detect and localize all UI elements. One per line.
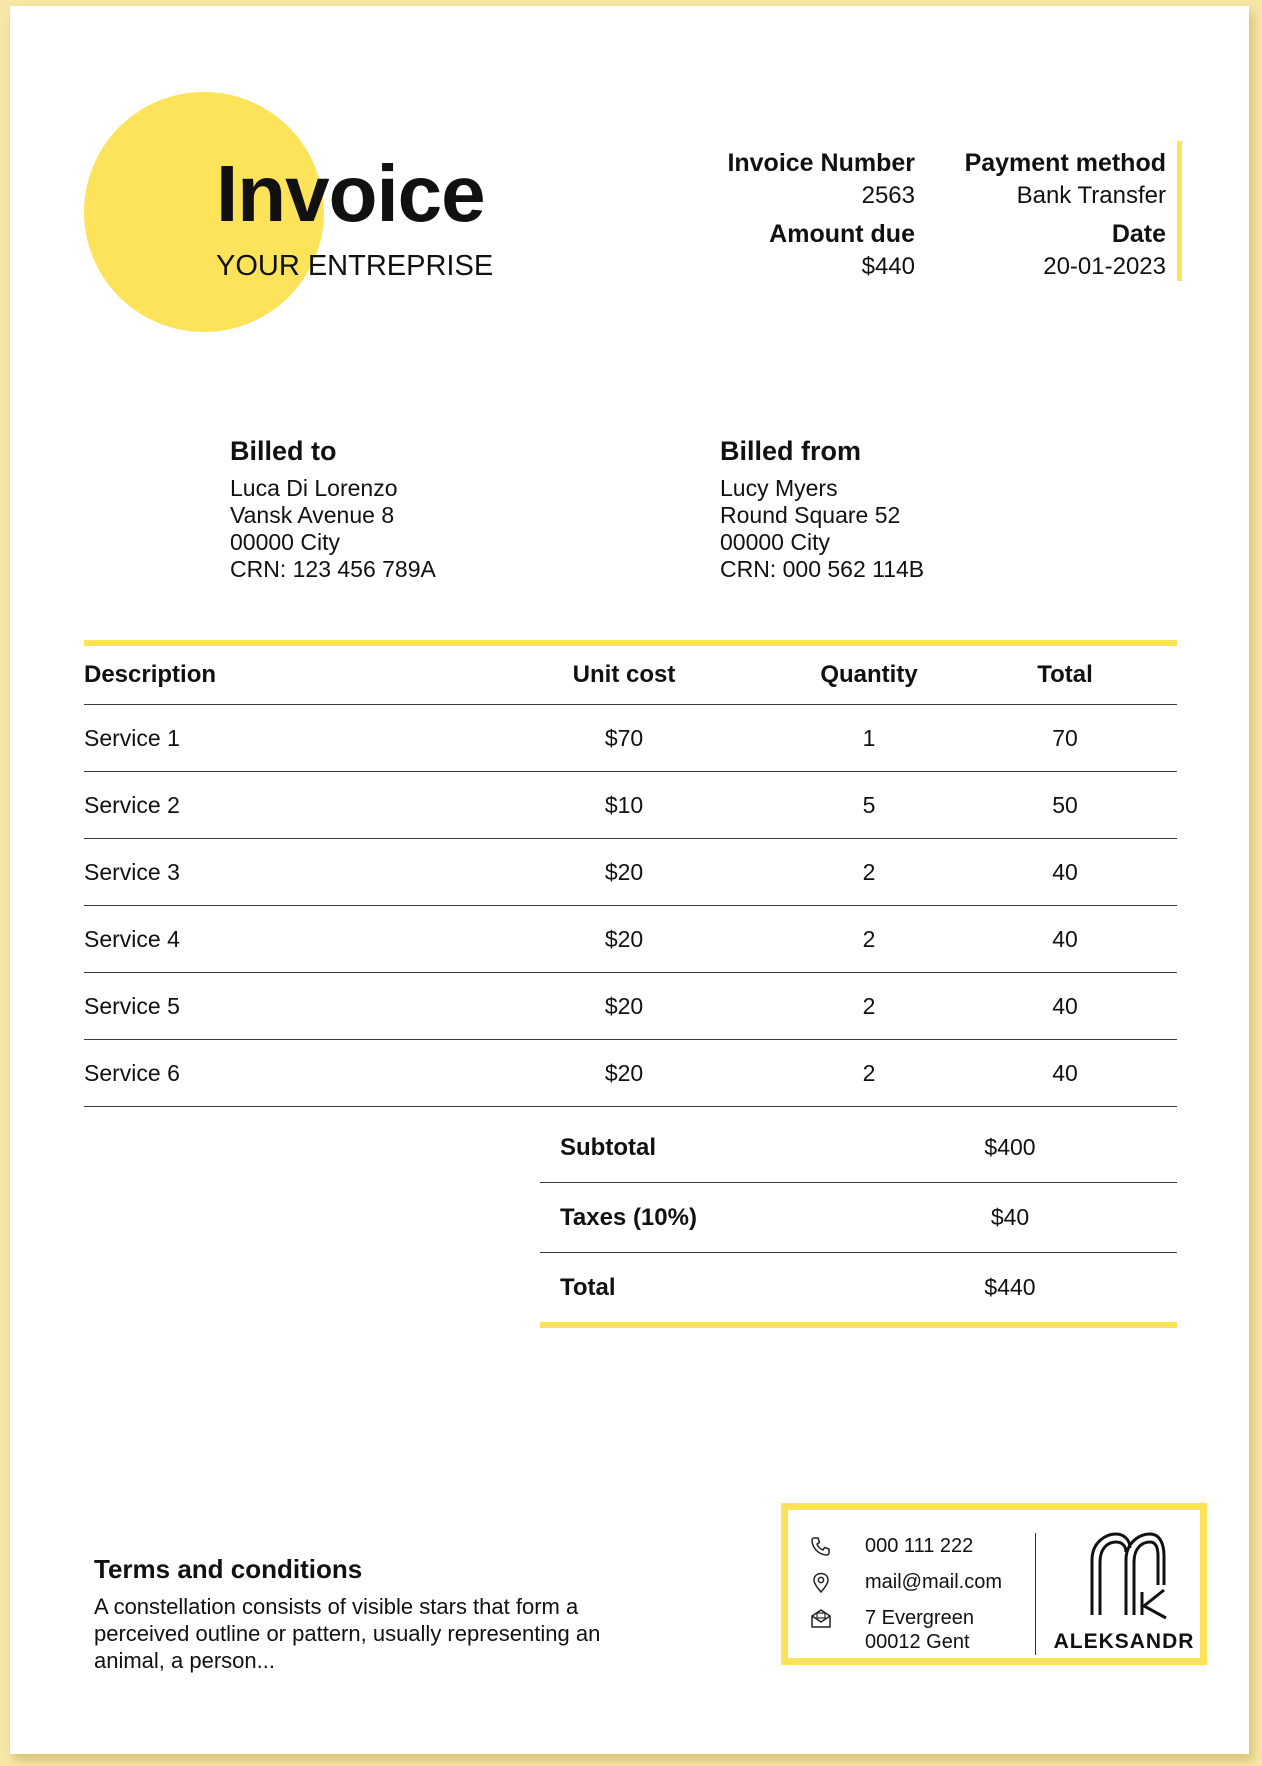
payment-method-block bbox=[910, 151, 1166, 208]
contact-divider bbox=[1035, 1533, 1036, 1655]
terms-and-conditions bbox=[94, 1554, 654, 1674]
column-header-description: Description bbox=[84, 661, 217, 688]
enterprise-name: YOUR ENTREPRISE bbox=[216, 250, 494, 282]
contact-card bbox=[781, 1503, 1207, 1665]
phone-text: 000 111 222 bbox=[865, 1535, 974, 1557]
email-text: mail@mail.com bbox=[865, 1571, 1002, 1593]
row-unit-cost: $10 bbox=[604, 792, 644, 818]
billed-to-line: Vansk Avenue 8 bbox=[230, 502, 395, 528]
row-unit-cost: $20 bbox=[604, 993, 644, 1019]
meta-accent-bar bbox=[1177, 141, 1182, 281]
total-label: Total bbox=[560, 1274, 616, 1301]
row-description: Service 3 bbox=[84, 859, 180, 885]
row-unit-cost: $20 bbox=[604, 1060, 644, 1086]
row-total: 40 bbox=[1052, 859, 1078, 885]
row-quantity: 2 bbox=[862, 993, 876, 1019]
date-block bbox=[910, 222, 1166, 279]
invoice-number-label: Invoice Number bbox=[727, 149, 915, 177]
billed-from bbox=[720, 438, 924, 585]
table-header-row bbox=[84, 646, 1177, 705]
date-value: 20-01-2023 bbox=[1043, 253, 1166, 280]
row-description: Service 1 bbox=[84, 725, 180, 751]
billed-from-heading: Billed from bbox=[720, 436, 862, 466]
row-total: 50 bbox=[1052, 792, 1078, 818]
column-header-unit-cost: Unit cost bbox=[572, 661, 676, 688]
billed-to bbox=[230, 438, 436, 585]
total-row bbox=[540, 1253, 1177, 1328]
column-header-quantity: Quantity bbox=[820, 661, 918, 688]
amount-due-label: Amount due bbox=[769, 220, 915, 248]
row-description: Service 4 bbox=[84, 926, 180, 952]
phone-icon bbox=[808, 1535, 834, 1559]
row-description: Service 6 bbox=[84, 1060, 180, 1086]
row-total: 70 bbox=[1052, 725, 1078, 751]
billed-to-line: Luca Di Lorenzo bbox=[230, 475, 398, 501]
billed-to-line: CRN: 123 456 789A bbox=[230, 556, 436, 582]
address-line-2: 00012 Gent bbox=[865, 1631, 970, 1653]
invoice-number-value: 2563 bbox=[861, 182, 915, 209]
terms-heading: Terms and conditions bbox=[94, 1554, 363, 1584]
subtotal-label: Subtotal bbox=[560, 1134, 656, 1161]
row-quantity: 2 bbox=[862, 1060, 876, 1086]
invoice-sheet bbox=[10, 6, 1249, 1754]
column-header-total: Total bbox=[1037, 661, 1093, 688]
billed-to-line: 00000 City bbox=[230, 529, 340, 555]
billed-from-line: Round Square 52 bbox=[720, 502, 901, 528]
table-row bbox=[84, 973, 1177, 1040]
total-value: $440 bbox=[984, 1274, 1036, 1300]
taxes-label: Taxes (10%) bbox=[560, 1204, 697, 1231]
taxes-row bbox=[540, 1183, 1177, 1253]
services-table bbox=[84, 640, 1177, 1107]
subtotal-value: $400 bbox=[984, 1134, 1036, 1160]
subtotal-row bbox=[540, 1113, 1177, 1183]
brand-name: ALEKSANDR bbox=[1053, 1630, 1195, 1653]
row-quantity: 5 bbox=[862, 792, 876, 818]
brand-logo-icon bbox=[1088, 1530, 1168, 1620]
row-quantity: 1 bbox=[862, 725, 876, 751]
date-label: Date bbox=[1111, 220, 1166, 248]
location-pin-icon bbox=[808, 1571, 834, 1595]
row-unit-cost: $70 bbox=[604, 725, 644, 751]
amount-due-block bbox=[650, 222, 915, 279]
invoice-title: Invoice bbox=[216, 149, 485, 238]
row-description: Service 5 bbox=[84, 993, 180, 1019]
row-quantity: 2 bbox=[862, 859, 876, 885]
table-row bbox=[84, 906, 1177, 973]
row-total: 40 bbox=[1052, 993, 1078, 1019]
table-row bbox=[84, 705, 1177, 772]
terms-text: A constellation consists of visible stars that form a perceived outline or pattern, usually representing an animal, a person... bbox=[94, 1594, 601, 1673]
row-unit-cost: $20 bbox=[604, 926, 644, 952]
billed-to-heading: Billed to bbox=[230, 436, 337, 466]
payment-method-label: Payment method bbox=[964, 149, 1166, 177]
mail-icon bbox=[808, 1607, 834, 1631]
address-line-1: 7 Evergreen bbox=[865, 1607, 974, 1629]
payment-method-value: Bank Transfer bbox=[1016, 182, 1166, 209]
row-total: 40 bbox=[1052, 1060, 1078, 1086]
table-row bbox=[84, 839, 1177, 906]
taxes-value: $40 bbox=[990, 1204, 1030, 1230]
row-unit-cost: $20 bbox=[604, 859, 644, 885]
totals-summary bbox=[540, 1113, 1177, 1328]
row-description: Service 2 bbox=[84, 792, 180, 818]
row-quantity: 2 bbox=[862, 926, 876, 952]
amount-due-value: $440 bbox=[861, 253, 915, 280]
row-total: 40 bbox=[1052, 926, 1078, 952]
billed-from-line: CRN: 000 562 114B bbox=[720, 556, 925, 582]
billed-from-line: Lucy Myers bbox=[720, 475, 838, 501]
invoice-number-block bbox=[650, 151, 915, 208]
billed-from-line: 00000 City bbox=[720, 529, 830, 555]
table-row bbox=[84, 772, 1177, 839]
table-row bbox=[84, 1040, 1177, 1107]
